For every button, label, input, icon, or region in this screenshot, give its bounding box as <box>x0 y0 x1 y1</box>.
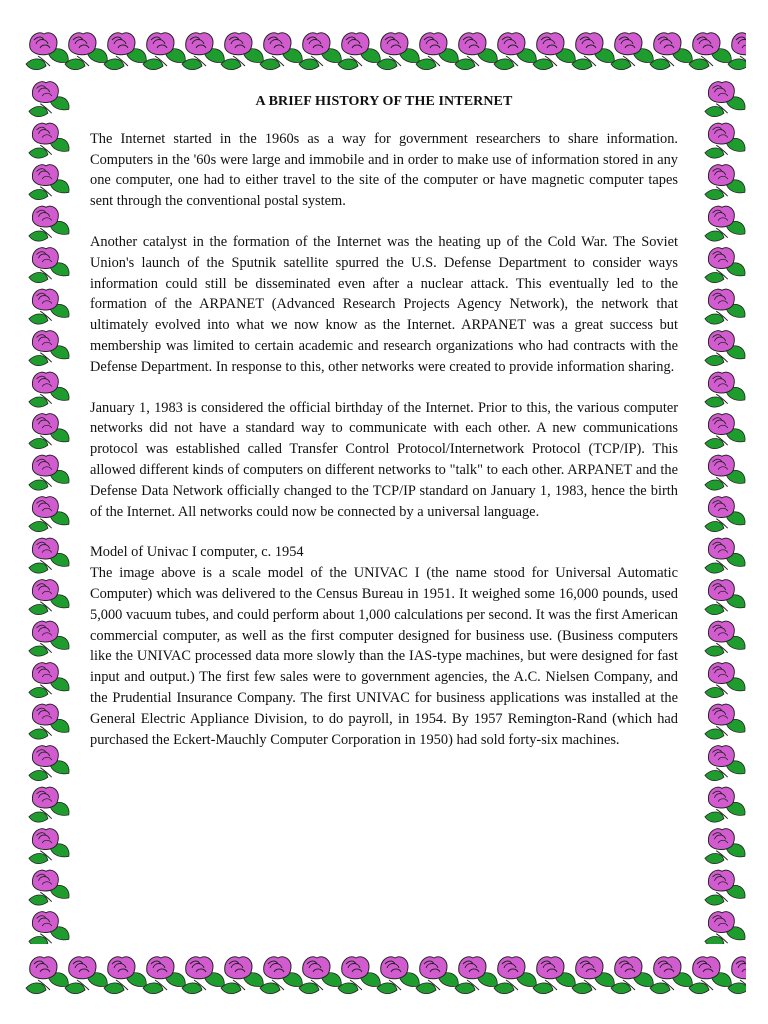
rose-icon <box>728 957 746 994</box>
rose-icon <box>29 414 69 449</box>
rose-icon <box>26 33 68 70</box>
rose-icon <box>705 248 745 283</box>
rose-icon <box>705 206 745 241</box>
rose-icon <box>182 33 224 70</box>
rose-icon <box>299 957 341 994</box>
rose-icon <box>29 704 69 739</box>
rose-icon <box>29 455 69 490</box>
rose-icon <box>221 957 263 994</box>
rose-icon <box>455 33 497 70</box>
rose-icon <box>650 957 692 994</box>
rose-icon <box>377 33 419 70</box>
rose-icon <box>260 957 302 994</box>
rose-icon <box>689 957 731 994</box>
rose-icon <box>650 33 692 70</box>
rose-icon <box>29 123 69 158</box>
rose-icon <box>494 33 536 70</box>
rose-icon <box>182 957 224 994</box>
document-title: A BRIEF HISTORY OF THE INTERNET <box>255 94 513 109</box>
rose-icon <box>611 957 653 994</box>
rose-icon <box>416 957 458 994</box>
rose-icon <box>29 165 69 200</box>
rose-icon <box>494 957 536 994</box>
rose-icon <box>705 870 745 905</box>
rose-icon <box>29 82 69 117</box>
rose-icon <box>29 538 69 573</box>
document-body <box>90 90 678 770</box>
rose-icon <box>377 957 419 994</box>
rose-icon <box>26 957 68 994</box>
rose-icon <box>705 331 745 366</box>
rose-icon <box>29 248 69 283</box>
rose-icon <box>533 33 575 70</box>
rose-icon <box>705 414 745 449</box>
rose-icon <box>705 497 745 532</box>
rose-icon <box>705 372 745 407</box>
rose-icon <box>221 33 263 70</box>
rose-icon <box>572 957 614 994</box>
rose-icon <box>705 829 745 864</box>
paragraph-birthday: January 1, 1983 is considered the official birthday of the Internet. Prior to this, the various computer networks did not have a standard way to communicate with each other. A new communications protocol was established called Transfer Control Protocol/Internetwork Protocol (TCP/IP). This allowed different kinds of computers on different networks to "talk" to each other. ARPANET and the Defense Data Network officially changed to the TCP/IP standard on January 1, 1983, hence the birth of the Internet. All networks could now be connected by a universal language. <box>90 399 678 520</box>
paragraph-cold-war: Another catalyst in the formation of the Internet was the heating up of the Cold War. The Soviet Union's launch of the Sputnik satellite spurred the U.S. Defense Department to consider ways information could still be disseminated even after a nuclear attack. This eventually led to the formation of the ARPANET (Advanced Research Projects Agency Network), the network that ultimately evolved into what we now know as the Internet. ARPANET was a great success but membership was limited to certain academic and research organizations who had contracts with the Defense Department. In response to this, other networks were created to provide information sharing. <box>90 233 678 375</box>
rose-icon <box>705 165 745 200</box>
rose-icon <box>29 663 69 698</box>
paragraph-univac: The image above is a scale model of the UNIVAC I (the name stood for Universal Automatic Computer) which was delivered to the Census Bureau in 1951. It weighed some 16,000 pounds, used 5,000 vacuum tubes, and could perform about 1,000 calculations per second. It was the first American commercial computer, as well as the first computer designed for business use. (Business computers like the UNIVAC processed data more slowly than the IAS-type machines, but were designed for fast input and output.) The first few sales were to government agencies, the A.C. Nielsen Company, and the Prudential Insurance Company. The first UNIVAC for business applications was installed at the General Electric Appliance Division, to do payroll, in 1954. By 1957 Remington-Rand (which had purchased the Eckert-Mauchly Computer Corporation in 1950) had sold forty-six machines. <box>90 565 678 748</box>
rose-icon <box>29 580 69 615</box>
rose-icon <box>705 580 745 615</box>
rose-border-bottom <box>22 944 746 1002</box>
rose-icon <box>104 957 146 994</box>
rose-icon <box>416 33 458 70</box>
rose-icon <box>29 787 69 822</box>
rose-icon <box>705 123 745 158</box>
rose-icon <box>29 870 69 905</box>
rose-icon <box>65 957 107 994</box>
rose-icon <box>705 289 745 324</box>
rose-icon <box>29 829 69 864</box>
rose-icon <box>533 957 575 994</box>
rose-icon <box>705 746 745 781</box>
rose-icon <box>104 33 146 70</box>
rose-icon <box>143 957 185 994</box>
rose-icon <box>611 33 653 70</box>
rose-icon <box>29 621 69 656</box>
rose-icon <box>705 912 745 944</box>
rose-icon <box>705 663 745 698</box>
rose-icon <box>29 746 69 781</box>
rose-icon <box>143 33 185 70</box>
rose-border-top <box>22 22 746 80</box>
paragraph-origins: The Internet started in the 1960s as a way for government researchers to share information. Computers in the '60s were large and immobile and in order to make use of information stored in any one computer, one had to either travel to the site of the computer or have magnetic computer tapes sent through the conventional postal system. <box>90 130 678 210</box>
rose-icon <box>728 33 746 70</box>
rose-icon <box>705 82 745 117</box>
rose-icon <box>29 289 69 324</box>
rose-icon <box>689 33 731 70</box>
rose-icon <box>29 912 69 944</box>
rose-icon <box>455 957 497 994</box>
rose-icon <box>65 33 107 70</box>
rose-border-left <box>22 80 72 944</box>
rose-icon <box>29 372 69 407</box>
image-caption: Model of Univac I computer, c. 1954 <box>90 544 304 561</box>
rose-icon <box>29 331 69 366</box>
rose-border-right <box>696 80 746 944</box>
rose-icon <box>705 787 745 822</box>
rose-icon <box>705 538 745 573</box>
rose-icon <box>29 206 69 241</box>
rose-icon <box>299 33 341 70</box>
rose-icon <box>705 455 745 490</box>
rose-icon <box>705 704 745 739</box>
rose-icon <box>29 497 69 532</box>
rose-icon <box>338 957 380 994</box>
rose-icon <box>260 33 302 70</box>
rose-icon <box>705 621 745 656</box>
rose-icon <box>338 33 380 70</box>
rose-icon <box>572 33 614 70</box>
